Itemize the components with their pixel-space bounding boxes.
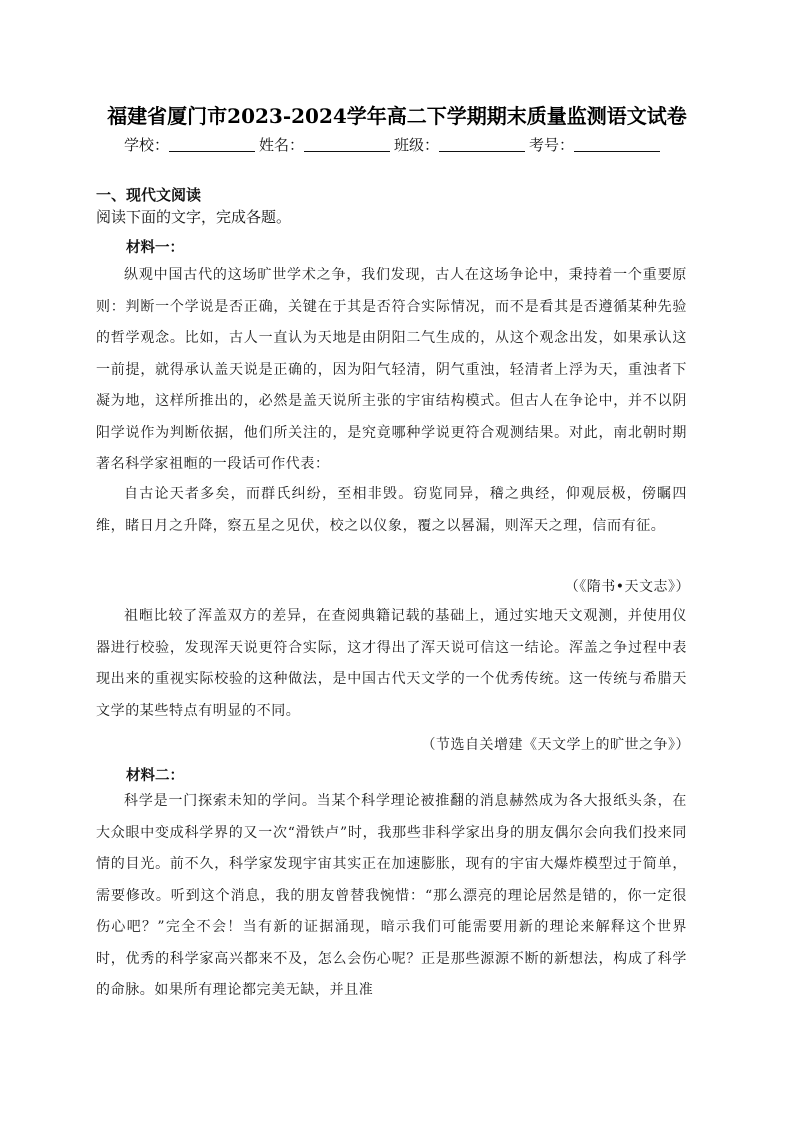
material1-quote: 自古论天者多矣，而群氏纠纷，至相非毁。窃览同异，稽之典经，仰观辰极，傍瞩四维，睹日月之升降，察五星之见伏，校之以仪象，覆之以晷漏，则浑天之理，信而有征。: [96, 486, 687, 534]
exam-number-blank[interactable]: [574, 137, 660, 152]
material2-label: 材料二：: [126, 768, 184, 784]
exam-number-label: 考号：: [529, 136, 575, 154]
name-label: 姓名：: [259, 136, 305, 154]
section-heading: 一、现代文阅读: [96, 186, 202, 204]
class-label: 班级：: [394, 136, 440, 154]
material1-source: （节选自关增建《天文学上的旷世之争》）: [421, 737, 690, 753]
material2-paragraph1: 科学是一门探索未知的学问。当某个科学理论被推翻的消息赫然成为各大报纸头条，在大众眼中变成科学界的又一次“滑铁卢”时，我那些非科学家出身的朋友偶尔会向我们投来同情的目光。前不久，科学家发现宇宙其实正在加速膨胀，现有的宇宙大爆炸模型过于简单，需要修改。听到这个消息，我的朋友曾替我惋惜：“那么漂亮的理论居然是错的，你一定很伤心吧？”完全不会！当有新的证据涌现，暗示我们可能需要用新的理论来解释这个世界时，优秀的科学家高兴都来不及，怎么会伤心呢？正是那些源源不断的新想法，构成了科学的命脉。如果所有理论都完美无缺，并且准: [96, 793, 687, 998]
exam-title: 福建省厦门市2023-2024学年高二下学期期末质量监测语文试卷: [107, 104, 687, 128]
school-blank[interactable]: [169, 137, 255, 152]
material1-paragraph2: 祖暅比较了浑盖双方的差异，在查阅典籍记载的基础上，通过实地天文观测，并使用仪器进行校验，发现浑天说更符合实际，这才得出了浑天说可信这一结论。浑盖之争过程中表现出来的重视实际校验的这种做法，是中国古代天文学的一个优秀传统。这一传统与希腊天文学的某些特点有明显的不同。: [96, 608, 687, 719]
name-blank[interactable]: [304, 137, 390, 152]
material1-paragraph1: 纵观中国古代的这场旷世学术之争，我们发现，古人在这场争论中，秉持着一个重要原则：判断一个学说是否正确，关键在于其是否符合实际情况，而不是看其是否遵循某种先验的哲学观念。比如，古人一直认为天地是由阴阳二气生成的，从这个观念出发，如果承认这一前提，就得承认盖天说是正确的，因为阳气轻清，阴气重浊，轻清者上浮为天，重浊者下凝为地，这样所推出的，必然是盖天说所主张的宇宙结构模式。但古人在争论中，并不以阴阳学说作为判断依据，他们所关注的，是究竟哪种学说更符合观测结果。对此，南北朝时期著名科学家祖暅的一段话可作代表：: [96, 267, 687, 472]
material1-quote-source: （《隋书•天文志》）: [564, 579, 690, 595]
student-info-row: [124, 134, 664, 155]
school-label: 学校：: [124, 136, 170, 154]
material1-label: 材料一：: [126, 240, 184, 256]
class-blank[interactable]: [439, 137, 525, 152]
section-instruction: 阅读下面的文字，完成各题。: [96, 208, 292, 226]
